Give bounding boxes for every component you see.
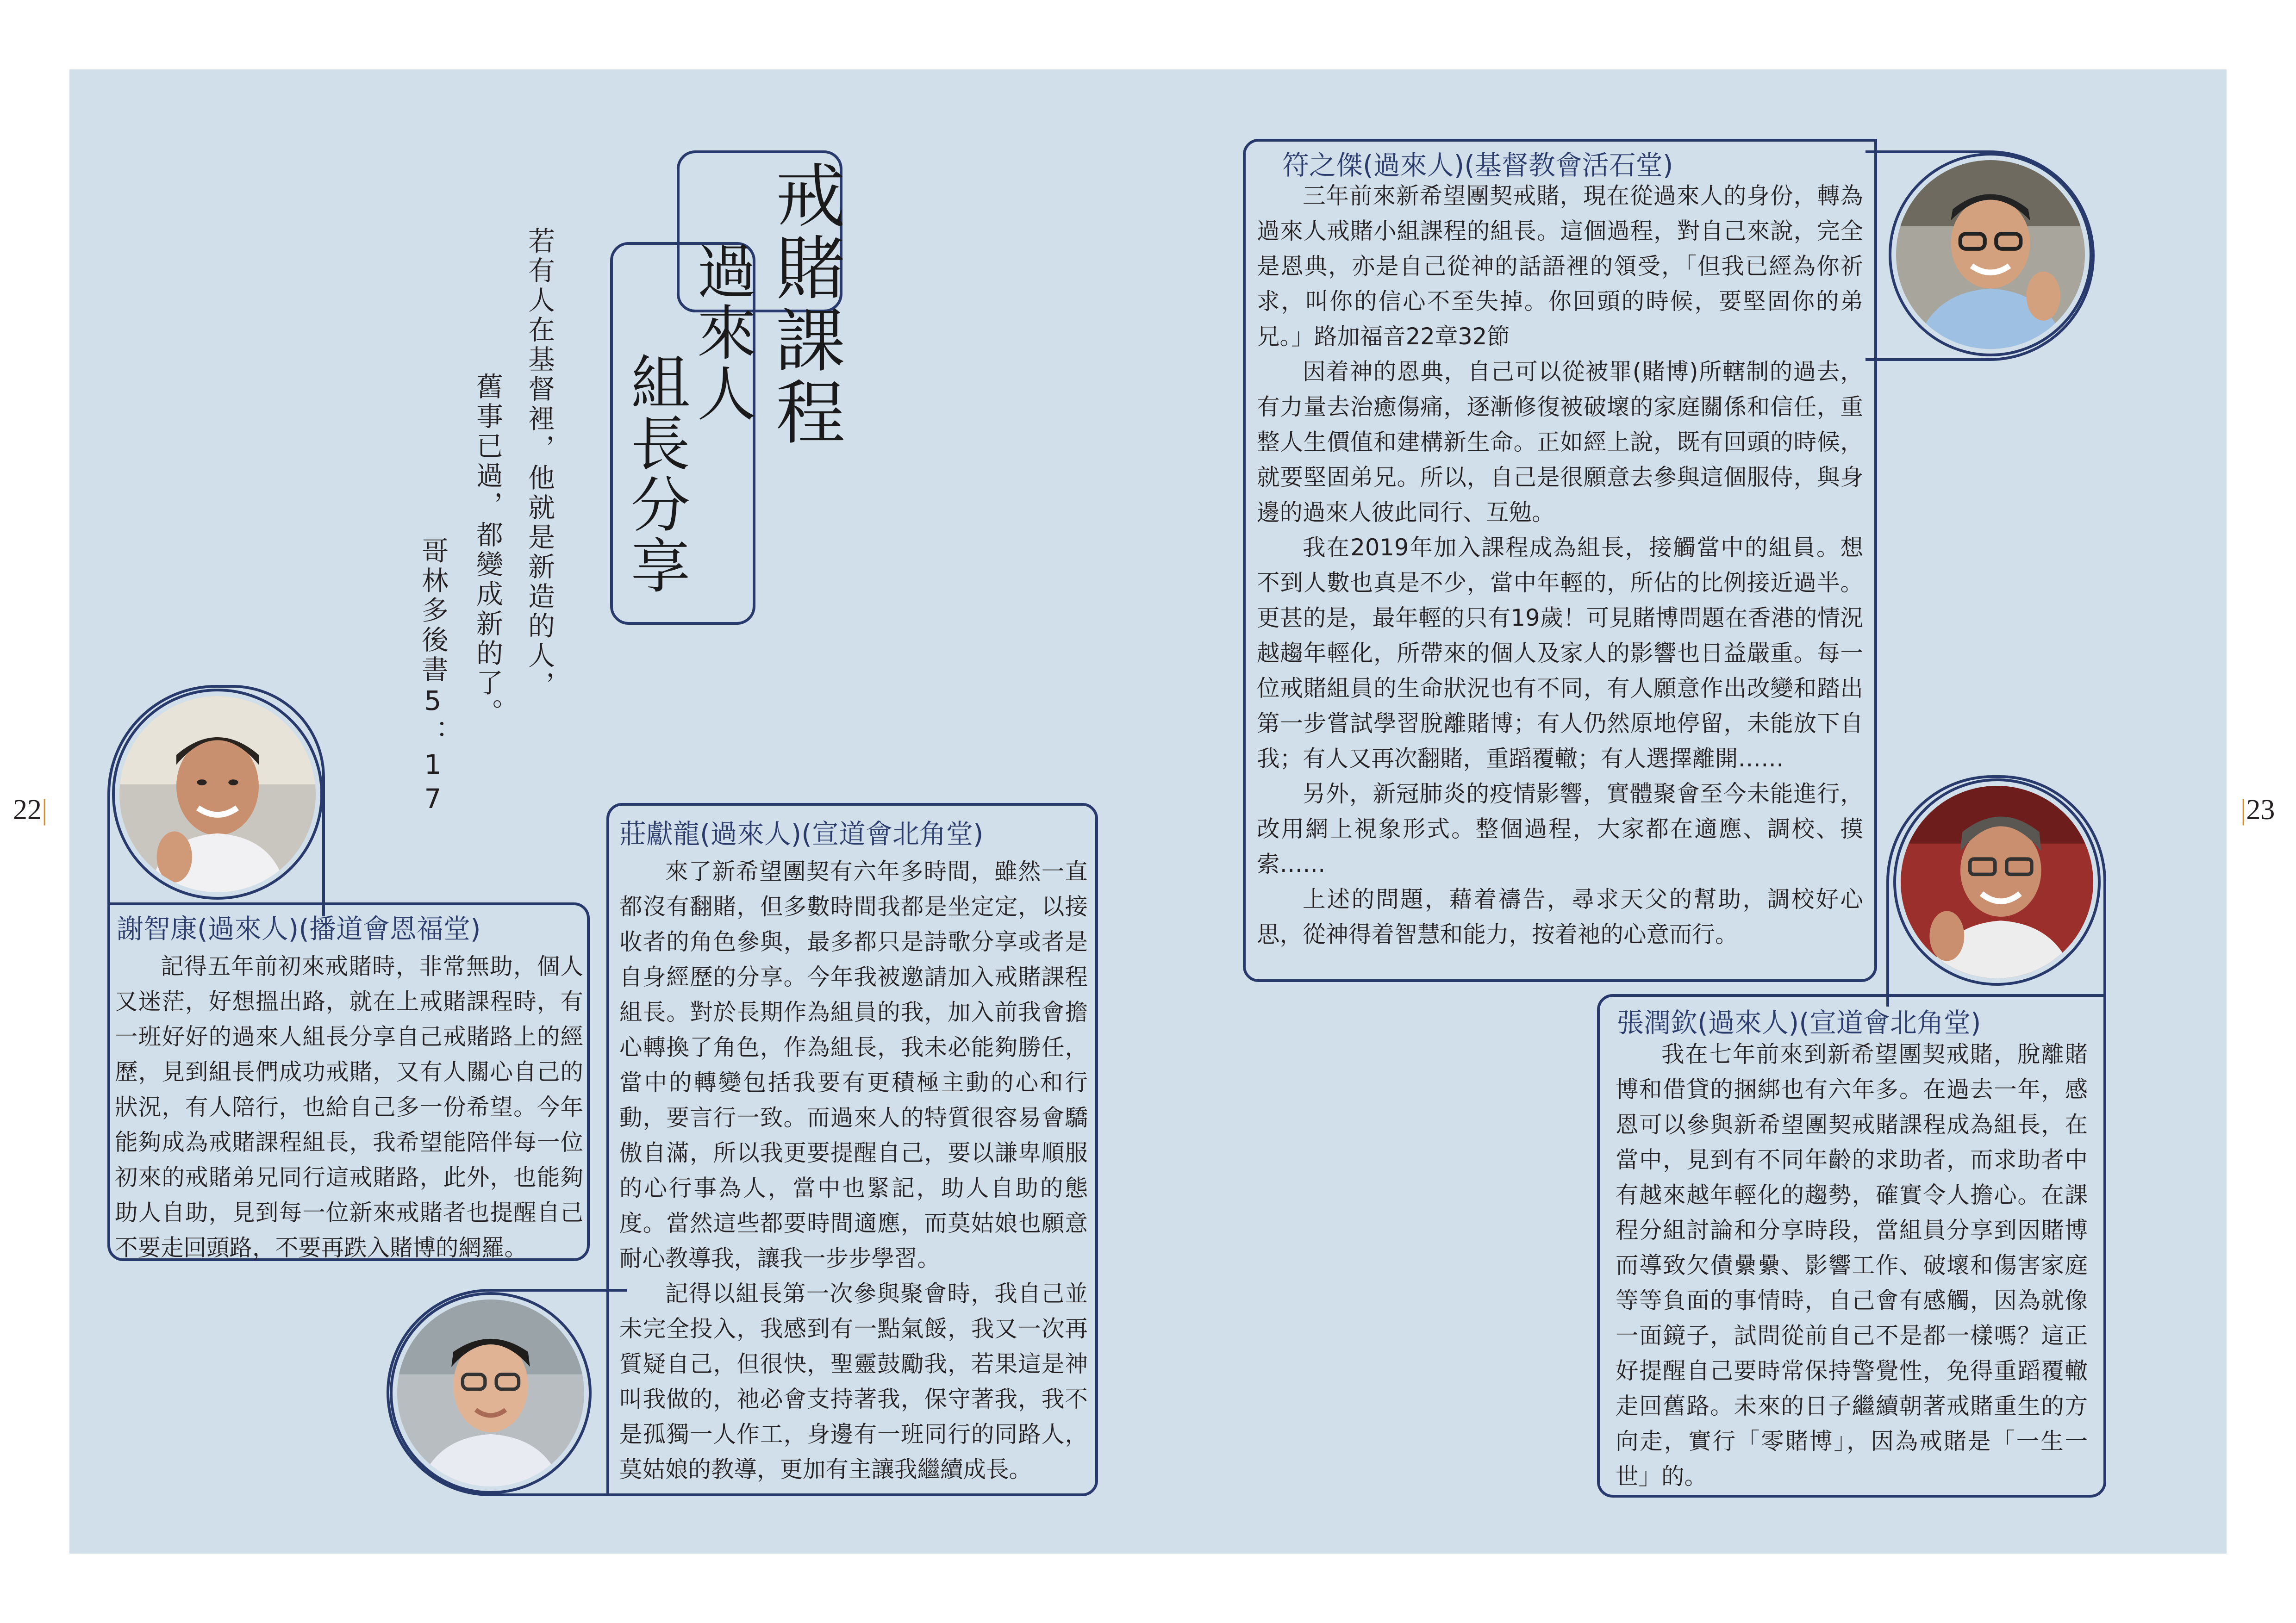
article-fu [1257, 178, 1863, 952]
title-main: 戒賭課程 [764, 160, 844, 448]
paragraph-fu-3: 我在2019年加入課程成為組長，接觸當中的組員。想不到人數也真是不少，當中年輕的，所佔的比例接近過半。更甚的是，最年輕的只有19歲！可見賭博問題在香港的情況越趨年輕化，所帶來的個人及家人的影響也日益嚴重。每一位戒賭組員的生命狀況也有不同，有人願意作出改變和踏出第一步嘗試學習脫離賭博；有人仍然原地停留，未能放下自我；有人又再次翻賭，重蹈覆轍；有人選擇離開…… [1257, 534, 1863, 772]
author-name-hsieh: 謝智康(過來人)(播道會恩福堂) [117, 913, 481, 945]
avatar-fu [1896, 160, 2085, 349]
avatar-hsieh [119, 696, 316, 892]
avatar-cheung [1901, 786, 2093, 978]
page-number-left: 22| [13, 794, 48, 826]
paragraph-hsieh-1: 記得五年前初來戒賭時，非常無助，個人又迷茫，好想搵出路，就在上戒賭課程時，有一班好好的過來人組長分享自己戒賭路上的經歷，見到組長們成功戒賭，又有人關心自己的狀況，有人陪行，也給自己多一份希望。今年能夠成為戒賭課程組長，我希望能陪伴每一位初來的戒賭弟兄同行這戒賭路，此外，也能夠助人自助，見到每一位新來戒賭者也提醒自己不要走回頭路，不要再跌入賭博的網羅。 [115, 953, 583, 1261]
paragraph-chong-1: 來了新希望團契有六年多時間，雖然一直都沒有翻賭，但多數時間我都是坐定定，以接收者的角色參與，最多都只是詩歌分享或者是自身經歷的分享。今年我被邀請加入戒賭課程組長。對於長期作為組員的我，加入前我會擔心轉換了角色，作為組長，我未必能夠勝任，當中的轉變包括我要有更積極主動的心和行動，要言行一致。而過來人的特質很容易會驕傲自滿，所以我更要提醒自己，要以謙卑順服的心行事為人，當中也緊記，助人自助的態度。當然這些都要時間適應，而莫姑娘也願意耐心教導我，讓我一步步學習。 [619, 858, 1088, 1272]
paragraph-fu-1: 三年前來新希望團契戒賭，現在從過來人的身份，轉為過來人戒賭小組課程的組長。這個過程，對自己來說，完全是恩典，亦是自己從神的話語裡的領受，「但我已經為你祈求，叫你的信心不至失掉。你回頭的時候，要堅固你的弟兄。」路加福音22章32節 [1257, 182, 1863, 350]
author-name-chong: 莊獻龍(過來人)(宣道會北角堂) [619, 818, 984, 850]
paragraph-fu-5: 上述的問題，藉着禱告，尋求天父的幫助，調校好心思，從神得着智慧和能力，按着祂的心意而行。 [1257, 886, 1863, 948]
author-name-cheung: 張潤欽(過來人)(宣道會北角堂) [1617, 1007, 1981, 1038]
paragraph-fu-2: 因着神的恩典，自己可以從被罪(賭博)所轄制的過去，有力量去治癒傷痛，逐漸修復被破壞的家庭關係和信任，重整人生價值和建構新生命。正如經上說，既有回頭的時候，就要堅固弟兄。所以，自己是很願意去參與這個服侍，與身邊的過來人彼此同行、互勉。 [1257, 358, 1863, 526]
article-chong [619, 854, 1088, 1487]
title-sub-line1: 過來人 [687, 241, 756, 424]
verse-line1: 若有人在基督裡，他就是新造的人， [524, 227, 555, 701]
page-number-right: |23 [2240, 794, 2275, 826]
article-hsieh [115, 949, 583, 1265]
avatar-chong [397, 1300, 584, 1486]
title-sub-line2: 組長分享 [621, 352, 690, 596]
paragraph-fu-4: 另外，新冠肺炎的疫情影響，實體聚會至今未能進行，改用網上視象形式。整個過程，大家都在適應、調校、摸索…… [1257, 780, 1863, 877]
paragraph-cheung-1: 我在七年前來到新希望團契戒賭，脫離賭博和借貸的捆綁也有六年多。在過去一年，感恩可以參與新希望團契戒賭課程成為組長，在當中，見到有不同年齡的求助者，而求助者中有越來越年輕化的趨勢，確實令人擔心。在課程分組討論和分享時段，當組員分享到因賭博而導致欠債纍纍、影響工作、破壞和傷害家庭等等負面的事情時，自己會有感觸，因為就像一面鏡子，試問從前自己不是都一樣嗎？這正好提醒自己要時常保持警覺性，免得重蹈覆轍走回舊路。未來的日子繼續朝著戒賭重生的方向走，實行「零賭博」，因為戒賭是「一生一世」的。 [1616, 1041, 2088, 1490]
author-name-fu: 符之傑(過來人)(基督教會活石堂) [1282, 149, 1673, 181]
verse-line2: 舊事已過，都變成新的了。 [472, 373, 503, 728]
paragraph-chong-2: 記得以組長第一次參與聚會時，我自己並未完全投入，我感到有一點氣餒，我又一次再質疑自己，但很快，聖靈鼓勵我，若果這是神叫我做的，祂必會支持著我，保守著我，我不是孤獨一人作工，身邊有一班同行的同路人，莫姑娘的教導，更加有主讓我繼續成長。 [619, 1280, 1088, 1483]
verse-reference: 哥林多後書5：17 [417, 537, 449, 817]
article-cheung [1616, 1037, 2088, 1494]
